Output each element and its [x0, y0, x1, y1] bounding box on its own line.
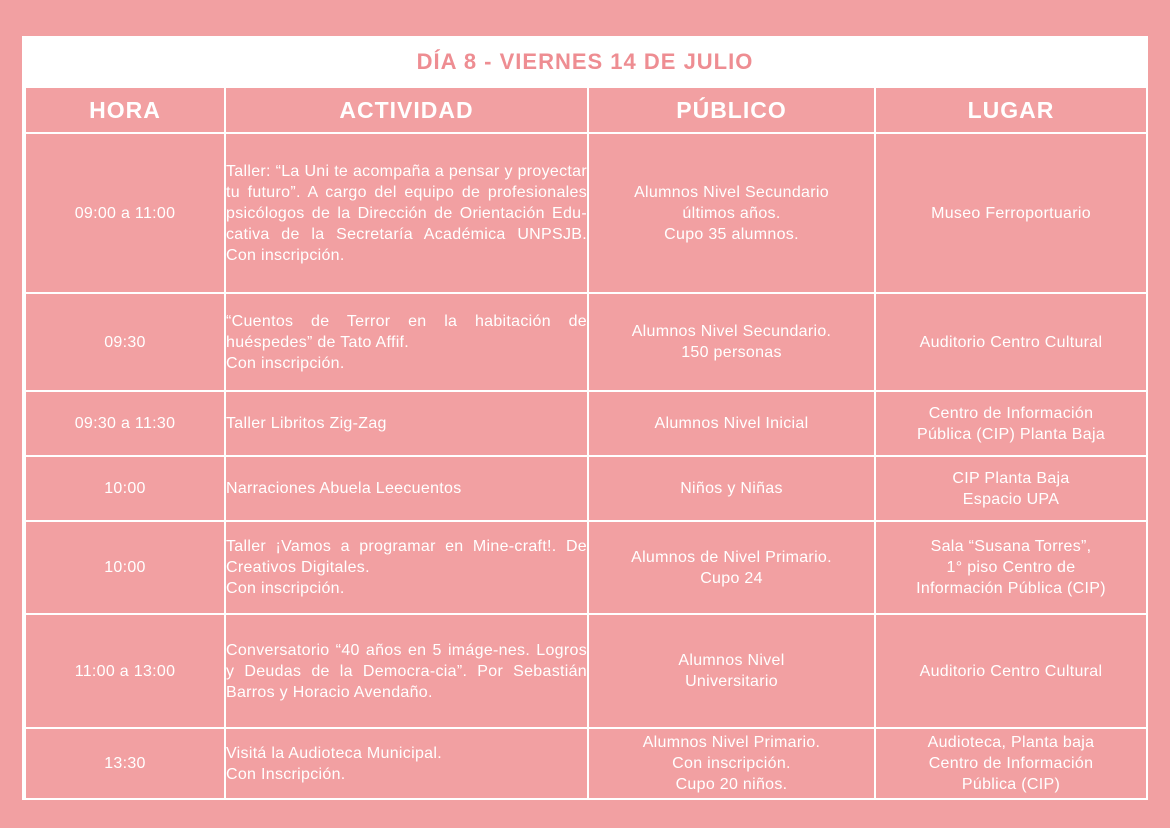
cell-publico [588, 133, 875, 293]
publico-text: Alumnos Nivel Secundario. 150 personas [631, 323, 832, 361]
cell-actividad [225, 391, 588, 456]
actividad-text: Taller Libritos Zig-Zag [226, 415, 387, 432]
publico-text: Alumnos de Nivel Primario. Cupo 24 [631, 548, 832, 587]
cell-publico [588, 293, 875, 391]
cell-publico [588, 521, 875, 614]
table-row [25, 293, 1147, 391]
lugar-text: Audioteca, Planta baja Centro de Información Pública (CIP) [927, 734, 1095, 793]
publico-text: Alumnos Nivel Universitario [678, 652, 785, 690]
lugar-text: Museo Ferroportuario [931, 204, 1091, 222]
hora-text: 10:00 [104, 559, 146, 576]
lugar-text: Auditorio Centro Cultural [919, 333, 1103, 351]
schedule-sheet [22, 36, 1148, 800]
hora-text: 09:00 a 11:00 [74, 204, 176, 222]
cell-publico [588, 728, 875, 799]
lugar-text: Sala “Susana Torres”, 1° piso Centro de Información Pública (CIP) [916, 538, 1106, 597]
lugar-text: CIP Planta Baja Espacio UPA [952, 469, 1070, 508]
cell-actividad [225, 456, 588, 521]
column-header-hora: HORA [25, 87, 225, 133]
actividad-text: Visitá la Audioteca Municipal. Con Inscripción. [226, 744, 442, 783]
actividad-text: Taller ¡Vamos a programar en Mine-craft!. De Creativos Digitales. Con inscripción. [226, 538, 587, 597]
column-header-lugar: LUGAR [875, 87, 1147, 133]
cell-hora [25, 728, 225, 799]
cell-hora [25, 456, 225, 521]
hora-text: 13:30 [104, 755, 146, 772]
cell-lugar [875, 728, 1147, 799]
cell-lugar [875, 391, 1147, 456]
cell-hora [25, 614, 225, 728]
table-row [25, 391, 1147, 456]
cell-lugar [875, 133, 1147, 293]
hora-text: 11:00 a 13:00 [74, 662, 176, 680]
cell-actividad [225, 133, 588, 293]
table-row [25, 728, 1147, 799]
lugar-text: Centro de Información Pública (CIP) Planta Baja [916, 404, 1106, 443]
cell-publico [588, 614, 875, 728]
cell-lugar [875, 521, 1147, 614]
publico-text: Alumnos Nivel Inicial [654, 415, 809, 432]
publico-text: Niños y Niñas [680, 480, 783, 497]
column-header-actividad: ACTIVIDAD [225, 87, 588, 133]
cell-publico [588, 456, 875, 521]
schedule-table [24, 86, 1148, 800]
header-row [25, 87, 1147, 133]
actividad-text: Conversatorio “40 años en 5 imáge-nes. Logros y Deudas de la Democra-cia”. Por Sebastián Barros y Horacio Avendaño. [226, 641, 587, 701]
actividad-text: Narraciones Abuela Leecuentos [226, 480, 462, 497]
table-row [25, 456, 1147, 521]
table-row [25, 614, 1147, 728]
lugar-text: Auditorio Centro Cultural [919, 662, 1103, 680]
cell-hora [25, 133, 225, 293]
cell-actividad [225, 614, 588, 728]
cell-actividad [225, 728, 588, 799]
cell-lugar [875, 293, 1147, 391]
hora-text: 09:30 [104, 333, 146, 351]
publico-text: Alumnos Nivel Secundario últimos años. Cupo 35 alumnos. [634, 183, 829, 243]
cell-actividad [225, 293, 588, 391]
cell-hora [25, 293, 225, 391]
cell-lugar [875, 456, 1147, 521]
cell-lugar [875, 614, 1147, 728]
cell-hora [25, 391, 225, 456]
table-row [25, 521, 1147, 614]
hora-text: 09:30 a 11:30 [74, 415, 176, 432]
hora-text: 10:00 [104, 480, 146, 497]
table-row [25, 133, 1147, 293]
day-title: DÍA 8 - VIERNES 14 DE JULIO [24, 38, 1146, 86]
publico-text: Alumnos Nivel Primario. Con inscripción. Cupo 20 niños. [642, 734, 821, 793]
cell-actividad [225, 521, 588, 614]
actividad-text: Taller: “La Uni te acompaña a pensar y proyectar tu futuro”. A cargo del equipo de profesionales psicólogos de la Dirección de Orientación Edu-cativa de la Secretaría Académica UNPSJB. Con inscripción. [226, 162, 587, 264]
actividad-text: “Cuentos de Terror en la habitación de huéspedes” de Tato Affif. Con inscripción. [226, 312, 587, 372]
column-header-publico: PÚBLICO [588, 87, 875, 133]
cell-publico [588, 391, 875, 456]
cell-hora [25, 521, 225, 614]
